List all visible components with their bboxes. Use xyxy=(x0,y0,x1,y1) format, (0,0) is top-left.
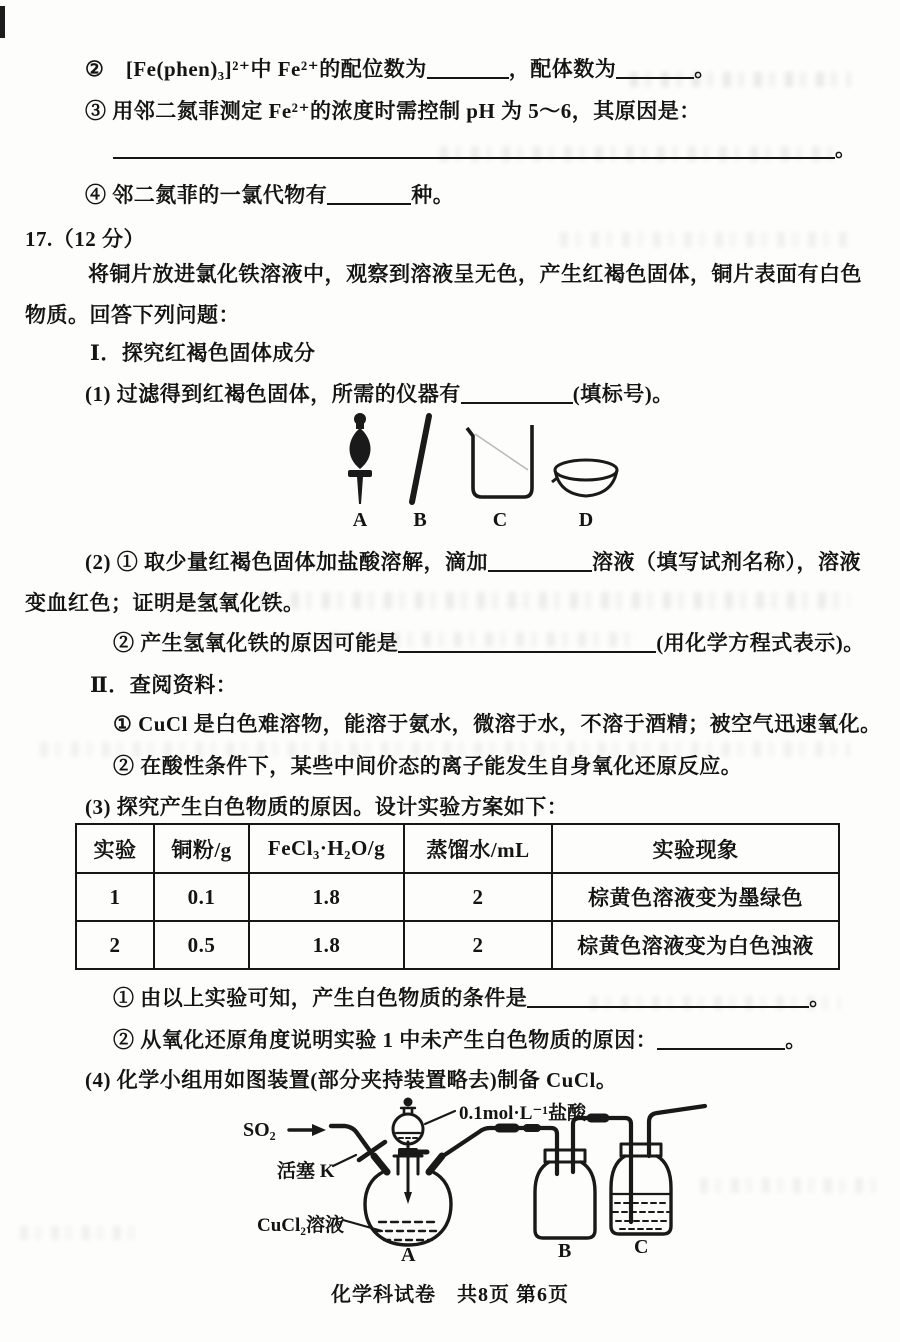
q17-part2-title: Ⅱ．查阅资料： xyxy=(90,673,238,697)
q17-q2-1-text-a: (2) ① 取少量红褐色固体加盐酸溶解，滴加 xyxy=(85,550,488,574)
col-header-phenomenon: 实验现象 xyxy=(552,824,839,873)
table-row xyxy=(76,921,839,969)
q16-sub2-text-b: ，配体数为 xyxy=(508,57,617,81)
separating-funnel-icon xyxy=(338,412,382,506)
q16-sub2-text-a: ② [Fe(phen)₃]²⁺中 Fe²⁺的配位数为 xyxy=(85,57,427,81)
apparatus-figure-row xyxy=(320,410,620,530)
cell-exp2-id: 2 xyxy=(76,921,154,969)
q17-heading: 17.（12 分） xyxy=(25,227,145,251)
q17-q3-2-period: 。 xyxy=(785,1028,807,1052)
q16-sub4-text-b: 种。 xyxy=(411,183,455,207)
vessel-c-label: C xyxy=(634,1236,649,1258)
answer-blank xyxy=(398,630,656,653)
q17-q3-intro: (3) 探究产生白色物质的原因。设计实验方案如下： xyxy=(85,795,569,819)
q17-q2-2-text-b: (用化学方程式表示)。 xyxy=(656,631,865,655)
answer-blank xyxy=(327,182,411,205)
q17-q3-1-period: 。 xyxy=(809,986,831,1010)
experiment-table xyxy=(75,823,840,970)
cell-exp2-fecl3: 1.8 xyxy=(249,921,404,969)
scan-artifact xyxy=(260,592,850,609)
q17-q1-line xyxy=(85,381,674,407)
cell-exp1-fecl3: 1.8 xyxy=(249,873,404,921)
q17-q3-2-line xyxy=(113,1027,807,1053)
cell-exp1-water: 2 xyxy=(404,873,552,921)
apparatus-option-b xyxy=(402,410,438,532)
apparatus-option-c xyxy=(458,410,542,532)
scan-artifact xyxy=(560,232,850,247)
q16-sub3-line xyxy=(85,98,701,124)
answer-blank xyxy=(113,136,835,159)
q16-sub4-line xyxy=(85,182,454,208)
answer-blank xyxy=(616,56,694,79)
col-header-water: 蒸馏水/mL xyxy=(404,824,552,873)
cell-exp2-phenomenon: 棕黄色溶液变为白色浊液 xyxy=(552,921,839,969)
q17-q2-2-line xyxy=(113,630,865,656)
q17-intro-line2: 物质。回答下列问题： xyxy=(25,303,240,327)
table-row xyxy=(76,873,839,921)
q17-q1-text-b: (填标号)。 xyxy=(572,382,674,406)
q17-q4-line: (4) 化学小组用如图装置(部分夹持装置略去)制备 CuCl。 xyxy=(85,1068,618,1092)
q17-q3-1-text: ① 由以上实验可知，产生白色物质的条件是 xyxy=(113,986,528,1010)
q17-q2-1-line2: 变血红色；证明是氢氧化铁。 xyxy=(25,591,305,615)
q17-part1-title: Ⅰ．探究红褐色固体成分 xyxy=(90,341,316,365)
glass-rod-icon xyxy=(404,412,436,506)
q17-intro-line1: 将铜片放进氯化铁溶液中，观察到溶液呈无色，产生红褐色固体，铜片表面有白色 xyxy=(88,262,862,286)
q16-sub2-period: 。 xyxy=(694,57,716,81)
evaporating-dish-icon xyxy=(550,454,622,506)
vessel-b-label: B xyxy=(558,1240,572,1262)
q17-q2-1-text-b: 溶液（填写试剂名称），溶液 xyxy=(592,550,861,574)
cell-exp2-copper: 0.5 xyxy=(154,921,249,969)
q17-q1-text-a: (1) 过滤得到红褐色固体，所需的仪器有 xyxy=(85,382,461,406)
answer-blank xyxy=(461,381,573,404)
q17-q3-1-line xyxy=(113,985,831,1011)
q16-sub2-line xyxy=(85,56,716,82)
cucl2-solution-label: CuCl₂溶液 xyxy=(257,1215,344,1236)
apparatus-label-c: C xyxy=(492,509,508,531)
cell-exp1-copper: 0.1 xyxy=(154,873,249,921)
answer-blank xyxy=(657,1027,785,1050)
col-header-fecl3: FeCl₃·H₂O/g xyxy=(249,824,404,873)
col-header-experiment: 实验 xyxy=(76,824,154,873)
col-header-copper: 铜粉/g xyxy=(154,824,249,873)
cell-exp1-id: 1 xyxy=(76,873,154,921)
vessel-a-label: A xyxy=(401,1244,416,1266)
cell-exp2-water: 2 xyxy=(404,921,552,969)
cucl-preparation-diagram xyxy=(193,1094,733,1266)
q17-q2-2-text-a: ② 产生氢氧化铁的原因可能是 xyxy=(113,631,399,655)
scan-artifact xyxy=(20,1226,140,1240)
beaker-icon xyxy=(460,412,540,506)
q17-ref1: ① CuCl 是白色难溶物，能溶于氨水，微溶于水，不溶于酒精；被空气迅速氧化。 xyxy=(113,712,882,736)
q17-ref2: ② 在酸性条件下，某些中间价态的离子能发生自身氧化还原反应。 xyxy=(113,754,743,778)
so2-label: SO₂ xyxy=(243,1119,276,1141)
q16-sub3-text: ③ 用邻二氮菲测定 Fe²⁺的浓度时需控制 pH 为 5～6，其原因是： xyxy=(85,99,701,123)
table-header-row xyxy=(76,824,839,873)
answer-blank xyxy=(427,56,509,79)
apparatus-label-b: B xyxy=(413,509,427,531)
q16-sub4-text-a: ④ 邻二氮菲的一氯代物有 xyxy=(85,183,328,207)
hcl-label: 0.1mol·L⁻¹盐酸 xyxy=(459,1103,587,1124)
scan-edge-mark xyxy=(0,6,5,38)
cell-exp1-phenomenon: 棕黄色溶液变为墨绿色 xyxy=(552,873,839,921)
q16-sub3-answer-line xyxy=(113,136,857,162)
apparatus-label-a: A xyxy=(352,509,368,531)
apparatus-label-d: D xyxy=(578,509,594,531)
q17-q2-1-line1 xyxy=(85,549,861,575)
stopcock-k-label: 活塞 K xyxy=(277,1161,335,1182)
apparatus-option-a xyxy=(334,410,386,532)
q16-sub3-period: 。 xyxy=(835,137,857,161)
answer-blank xyxy=(527,985,809,1008)
apparatus-option-d xyxy=(548,410,624,532)
answer-blank xyxy=(488,549,592,572)
page-footer: 化学科试卷 共8页 第6页 xyxy=(331,1284,569,1306)
q17-q3-2-text: ② 从氧化还原角度说明实验 1 中未产生白色物质的原因： xyxy=(113,1028,658,1052)
